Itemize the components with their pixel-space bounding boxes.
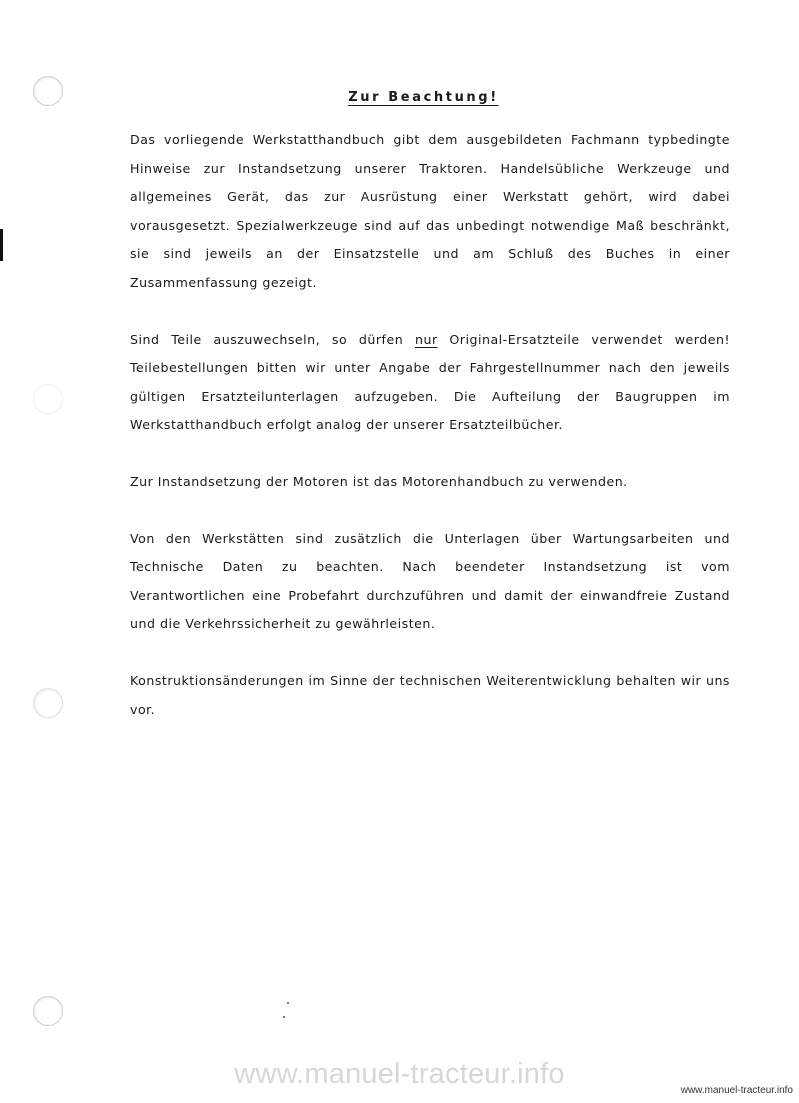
- paragraph-5: [130, 667, 730, 724]
- paragraph-text: Zur Instandsetzung der Motoren ist das Motorenhandbuch zu verwenden.: [130, 473, 628, 489]
- scan-edge-mark: [0, 229, 3, 261]
- footer-url: www.manuel-tracteur.info: [680, 1085, 793, 1096]
- paragraph-1: [130, 126, 730, 298]
- paragraph-text: Das vorliegende Werkstatthandbuch gibt dem ausgebildeten Fachmann typbedingte Hinweise zur Instandsetzung unserer Traktoren. Handelsübliche Werkzeuge und allgemeines Gerät, das zur Ausrüstung einer Werkstatt gehört, wird dabei vorausgesetzt. Spezialwerkzeuge sind auf das unbedingt notwendige Maß beschränkt, sie sind jeweils an der Einsatzstelle und am Schluß des Buches in einer Zusammenfassung gezeigt.: [130, 132, 730, 290]
- page-title: [0, 90, 799, 105]
- scan-speck: [287, 1002, 289, 1004]
- punch-hole-icon: [33, 688, 63, 718]
- paragraph-text: Sind Teile auszuwechseln, so dürfen: [130, 331, 415, 347]
- paragraph-text: Konstruktionsänderungen im Sinne der technischen Weiterentwicklung behalten wir uns vor.: [130, 672, 730, 717]
- underlined-word: nur: [414, 331, 438, 347]
- scan-specks: [283, 1002, 291, 1022]
- page-title-text: Zur Beachtung!: [348, 90, 499, 105]
- body-text: [130, 126, 730, 752]
- punch-hole-icon: [33, 384, 63, 414]
- paragraph-text: Original-Ersatzteile verwendet werden! Teilebestellungen bitten wir unter Angabe der Fahrgestellnummer nach den jeweils gültigen Ersatzteilunterlagen aufzugeben. Die Aufteilung der Baugruppen im Werkstatthandbuch erfolgt analog der unserer Ersatzteilbücher.: [130, 331, 730, 433]
- scan-speck: [283, 1016, 285, 1018]
- punch-hole-icon: [33, 996, 63, 1026]
- paragraph-4: [130, 525, 730, 639]
- watermark: www.manuel-tracteur.info: [234, 1058, 565, 1090]
- paragraph-2: [130, 326, 730, 440]
- paragraph-3: [130, 468, 730, 497]
- paragraph-text: Von den Werkstätten sind zusätzlich die Unterlagen über Wartungsarbeiten und Technische Daten zu beachten. Nach beendeter Instandsetzung ist vom Verantwortlichen eine Probefahrt durchzuführen und damit der einwandfreie Zustand und die Verkehrssicherheit zu gewährleisten.: [130, 530, 730, 632]
